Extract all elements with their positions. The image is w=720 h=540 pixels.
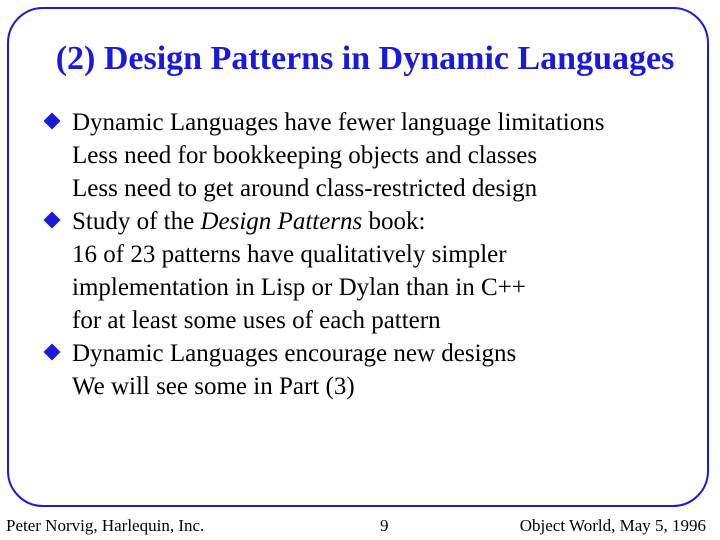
bullet-text: Dynamic Languages have fewer language limitations (72, 109, 605, 136)
bullet-text: Dynamic Languages encourage new designs (72, 340, 517, 367)
sub-item-text: Less need to get around class-restricted design (72, 175, 538, 202)
sub-item (44, 304, 704, 337)
diamond-bullet-icon (44, 344, 61, 361)
footer-author: Peter Norvig, Harlequin, Inc. (6, 516, 205, 535)
sub-item-text: Less need for bookkeeping objects and classes (72, 142, 538, 169)
footer-event: Object World, May 5, 1996 (519, 516, 706, 535)
bullet-item (44, 106, 704, 139)
sub-item (44, 238, 704, 271)
diamond-bullet-icon (44, 113, 61, 130)
footer-page-number: 9 (380, 516, 389, 535)
bullet-item (44, 337, 704, 370)
bullet-item (44, 205, 704, 238)
sub-item-text: implementation in Lisp or Dylan than in C++ (72, 274, 526, 301)
sub-item (44, 370, 704, 403)
sub-item-text: for at least some uses of each pattern (72, 307, 441, 334)
sub-item-text: We will see some in Part (3) (72, 373, 355, 400)
sub-item (44, 139, 704, 172)
sub-item (44, 172, 704, 205)
slide-body (44, 106, 704, 403)
book-title: Design Patterns (200, 208, 363, 235)
diamond-bullet-icon (44, 212, 61, 229)
slide-title: (2) Design Patterns in Dynamic Languages (55, 40, 675, 77)
bullet-text-prefix: Study of the (72, 208, 201, 235)
bullet-text-suffix: book: (362, 208, 426, 235)
sub-item-text: 16 of 23 patterns have qualitatively simpler (72, 241, 507, 268)
sub-item (44, 271, 704, 304)
